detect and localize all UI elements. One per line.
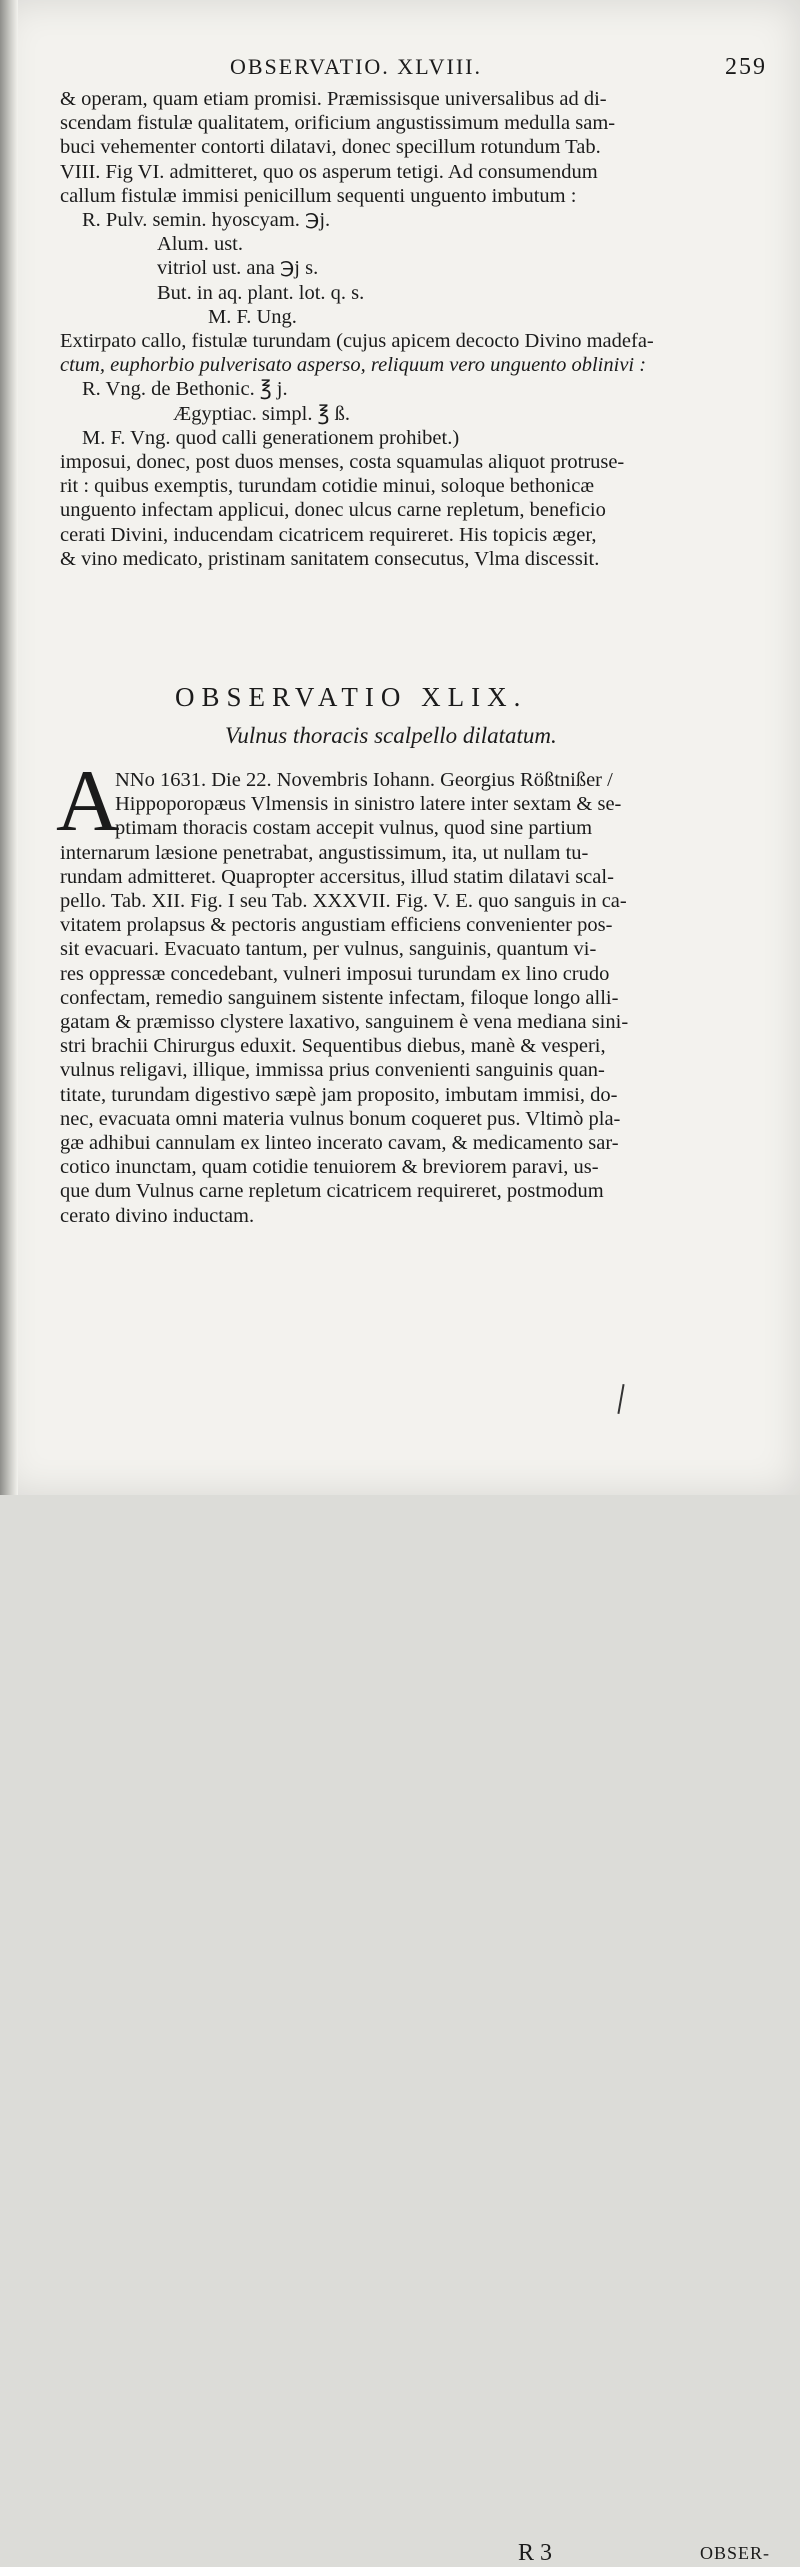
text-line: gatam & præmisso clystere laxativo, sanguinem è vena mediana sini- [60, 1011, 629, 1034]
page-footer [60, 1272, 770, 2566]
text-line: & vino medicato, pristinam sanitatem consecutus, Vlma discessit. [60, 547, 600, 570]
text-line: stri brachii Chirurgus eduxit. Sequentibus diebus, manè & vesperi, [60, 1035, 606, 1058]
text-line: res oppressæ concedebant, vulneri imposui turundam ex lino crudo [60, 962, 610, 985]
text-line: confectam, remedio sanguinem sistente infectam, filoque longo alli- [60, 986, 619, 1009]
text-line: cerato divino inductam. [60, 1204, 255, 1227]
observation-subtitle: Vulnus thoracis scalpello dilatatum. [225, 723, 557, 748]
recipe-line: M. F. Vng. quod calli generationem prohibet.) [82, 426, 460, 449]
page-header [60, 54, 775, 88]
text-line: rit : quibus exemptis, turundam cotidie minui, soloque bethonicæ [60, 475, 595, 498]
text-line: cerati Divini, inducendam cicatricem requireret. His topicis æger, [60, 523, 597, 546]
text-line: que dum Vulnus carne repletum cicatricem requireret, postmodum [60, 1180, 604, 1203]
catchword: OBSER- [699, 2543, 770, 2563]
observation-title: OBSERVATIO XLIX. [175, 682, 528, 712]
text-line: pello. Tab. XII. Fig. I seu Tab. XXXVII. Fig. V. E. quo sanguis in ca- [60, 890, 627, 913]
text-line: titate, turundam digestivo sæpè jam proposito, imbutam immisi, do- [60, 1083, 618, 1106]
text-line: vulnus religavi, illique, immissa prius convenienti sanguinis quan- [60, 1059, 605, 1082]
recipe-line: But. in aq. plant. lot. q. s. [157, 281, 365, 304]
text-line: & operam, quam etiam promisi. Præmissisque universalibus ad di- [60, 88, 607, 110]
text-line: sit evacuari. Evacuato tantum, per vulnus, sanguinis, quantum vi- [60, 938, 597, 961]
text-line: ptimam thoracis costam accepit vulnus, quod sine partium [115, 817, 593, 840]
text-line: scendam fistulæ qualitatem, orificium angustissimum medulla sam- [60, 112, 616, 135]
recipe-line: Alum. ust. [157, 233, 243, 256]
drop-cap: A [56, 753, 120, 850]
running-head: OBSERVATIO. XLVIII. [230, 54, 482, 79]
recipe-line: Ægyptiac. simpl. ℥ ß. [173, 402, 350, 425]
text-line: rundam admitteret. Quapropter accersitus, illud statim dilatavi scal- [60, 865, 614, 888]
text-line: Hippoporopæus Vlmensis in sinistro latere inter sextam & se- [115, 793, 622, 816]
previous-observation-text [60, 87, 770, 571]
text-line: callum fistulæ immisi penicillum sequenti unguento imbutum : [60, 184, 577, 207]
text-line: NNo 1631. Die 22. Novembris Iohann. Georgius Rößtnißer / [115, 769, 613, 791]
text-line: nec, evacuata omni materia vulnus bonum coqueret pus. Vltimò pla- [60, 1107, 621, 1130]
ink-mark [617, 1384, 624, 1414]
recipe-line: R. Pulv. semin. hyoscyam. ℈j. [82, 209, 331, 232]
text-line: VIII. Fig VI. admitteret, quo os asperum tetigi. Ad consumendum [60, 160, 598, 183]
recipe-line: vitriol ust. ana ℈j s. [157, 257, 319, 280]
signature-mark: R 3 [518, 2540, 553, 2566]
text-line: unguento infectam applicui, donec ulcus carne repletum, beneficio [60, 499, 606, 522]
page-edge-shadow [0, 0, 18, 1495]
page-number: 259 [725, 54, 767, 80]
recipe-line: R. Vng. de Bethonic. ℥ j. [82, 378, 288, 401]
observation-text [60, 768, 770, 1228]
recipe-line: M. F. Ung. [208, 305, 297, 328]
text-line: Extirpato callo, fistulæ turundam (cujus apicem decocto Divino madefa- [60, 330, 654, 353]
text-line: vitatem prolapsus & pectoris angustiam efficiens convenienter pos- [60, 914, 613, 937]
text-line: buci vehementer contorti dilatavi, donec specillum rotundum Tab. [60, 136, 601, 159]
text-line: gæ adhibui cannulam ex linteo incerato cavam, & medicamento sar- [60, 1132, 619, 1155]
text-line: cotico inunctam, quam cotidie tenuiorem & breviorem paravi, us- [60, 1156, 599, 1179]
text-line: internarum læsione penetrabat, angustissimum, ita, ut nullam tu- [60, 841, 589, 864]
text-line: ctum, euphorbio pulverisato asperso, reliquum vero unguento oblinivi : [60, 354, 647, 377]
text-line: imposui, donec, post duos menses, costa squamulas aliquot protruse- [60, 451, 625, 474]
